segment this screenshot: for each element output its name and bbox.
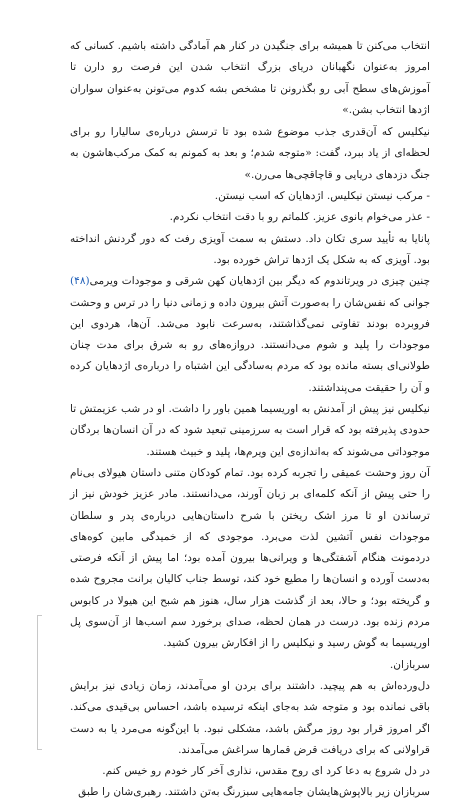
body-text: [70, 36, 430, 804]
dialogue-line: - مرکب نیستن نیکلیس. اژدهایان که اسب نیستن.: [214, 190, 430, 203]
dialogue-line: - عذر می‌خوام بانوی عزیز. کلماتم رو با دقت انتخاب نکردم.: [169, 211, 430, 224]
paragraph: پانایا به تأیید سری تکان داد. دستش به سمت آویزی رفت که دور گردنش انداخته بود. آویزی که به شکل یک اژدها تراش خورده بود.: [70, 232, 430, 266]
paragraph-lead: چنین چیزی در ویرتاندوم که دیگر بین اژدهایان کهن شرقی و موجودات ویرمی: [89, 275, 430, 288]
paragraph: انتخاب می‌کنن تا همیشه برای جنگیدن در کنار هم آمادگی داشته باشیم. کسانی که امروز به‌عنوان نگهبانان دریای بزرگ انتخاب شدن این فرصت رو دارن تا آموزش‌های سطح آبی رو بگذرونن تا مشخص بشه کدوم می‌تونن به‌عنوان سواران اژدها انتخاب بشن.»: [70, 40, 430, 116]
paragraph: دل‌ورده‌اش به هم پیچید. داشتند برای بردن او می‌آمدند، زمان زیادی نیز برایش باقی نمانده بود و متوجه شد به‌جای اینکه ترسیده باشد، احساس بی‌قیدی می‌کند. اگر امروز قرار بود روز مرگش باشد، مشکلی نبود. با این‌گونه می‌مرد یا به دست قراولانی که برای دریافت قرض قمارها سراغش می‌آمدند.: [70, 679, 430, 756]
margin-bracket: [37, 615, 38, 750]
paragraph: نیکلیس که آن‌قدری جذب موضوع شده بود تا ترسش درباره‌ی سالیارا رو برای لحظه‌ای از یاد ببرد، گفت: «متوجه شدم؛ و بعد به کمونم به کمک مرکب‌هاشون به جنگ دزدهای دریایی و قاچاقچی‌ها می‌رن.»: [70, 126, 430, 181]
paragraph: سربازان زیر بالاپوش‌هایشان جامه‌هایی سبزرنگ به‌تن داشتند. رهبری‌شان را طبق: [78, 786, 430, 799]
paragraph-rest: جوانی که نفس‌شان را به‌صورت آتش بیرون داده و زمانی دنیا را در ترس و وحشت فروبرده بودند تفاوتی نمی‌گذاشتند، به‌سرعت نابود می‌شد. آن‌ها، هردوی این موجودات را پلید و شوم می‌دانستند. دروازه‌های رو به شرق برای مدت چنان طولانی‌ای بسته مانده بود که مردم به‌سادگی این اشتباه را درباره‌ی اژدهایان کرده و آن را حقیقت می‌پنداشتند.: [70, 296, 430, 394]
paragraph: سربازان.: [389, 658, 430, 671]
paragraph: در دل شروع به دعا کرد ای روح مقدس، نذاری آخر کار خودم رو خیس کنم.: [102, 765, 430, 778]
paragraph: نیکلیس نیز پیش از آمدنش به اوریسیما همین باور را داشت. او در شب عزیمتش تا حدودی پذیرفته بود که قرار است به سرزمینی تبعید شود که در آن انسان‌ها بردگان موجوداتی می‌شوند که به‌اندازه‌ی این ویرم‌ها، پلید و خبیث هستند.: [70, 403, 430, 458]
paragraph: [70, 271, 430, 399]
footnote-link[interactable]: (۴۸): [70, 275, 90, 288]
paragraph: آن روز وحشت عمیقی را تجربه کرده بود. تمام کودکان متنی داستان هیولای بی‌نام را حتی پیش از آنکه کلمه‌ای بر زبان آورند، می‌دانستند. مادر عزیز خودش نیز از ترساندن او تا مرز اشک ریختن با شرح داستان‌هایی درباره‌ی پدر و سلطان موجودات نفس آتشین لذت می‌برد. موجودی که از خمیدگی مابین کوه‌های دردمونت هنگام آشفتگی‌ها و ویرانی‌ها بیرون آمده بود؛ اما پیش از آنکه فرصتی به‌دست آورده و انسان‌ها را مطیع خود کند، توسط جناب کالیان برانت مجروح شده و گریخته بود؛ و حالا، بعد از گذشت هزار سال، هنوز هم شبح این هیولا در کابوس مردم زنده بود. درست در همان لحظه، صدای برخورد سم اسب‌ها از آن‌سوی پل اوریسیما به گوش رسید و نیکلیس را از افکارش بیرون کشید.: [70, 466, 430, 650]
